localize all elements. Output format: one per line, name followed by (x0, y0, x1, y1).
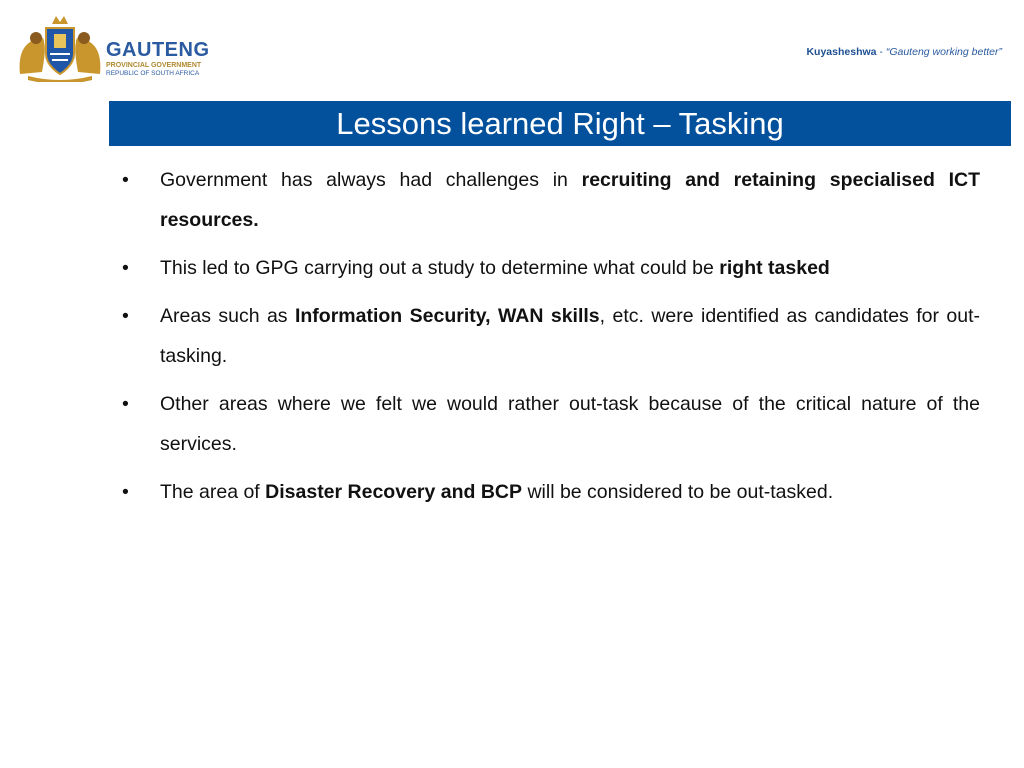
bullet-text: Areas such as (160, 305, 295, 327)
bullet-text: The area of (160, 481, 266, 503)
bullet-text: This led to GPG carrying out a study to determine what could be (160, 257, 720, 279)
logo-country: REPUBLIC OF SOUTH AFRICA (106, 70, 200, 77)
tagline (806, 46, 1002, 58)
tagline-quote: “Gauteng working better” (885, 46, 1002, 58)
bullet-item (115, 384, 980, 464)
logo-title: GAUTENG (106, 39, 210, 61)
tagline-separator: - (876, 46, 886, 58)
bullet-text-tail: , etc. were identified as candidates for out-tasking. (160, 305, 980, 367)
bullet-bold-text: recruiting and retaining specialised ICT resources. (160, 169, 981, 231)
bullet-icon: • (122, 305, 129, 327)
coat-of-arms-icon (14, 14, 106, 82)
logo-text (106, 40, 210, 78)
slide-header (0, 0, 1024, 95)
bullet-text: Government has always had challenges in (160, 169, 582, 191)
bullet-text: Other areas where we felt we would rather out-task because of the critical nature of the services. (160, 393, 980, 455)
title-bar (109, 101, 1011, 146)
bullet-text-tail: will be considered to be out-tasked. (522, 481, 834, 503)
bullet-list (115, 160, 980, 520)
bullet-icon: • (122, 393, 129, 415)
bullet-item (115, 248, 980, 288)
bullet-item (115, 160, 980, 240)
bullet-bold-text: Disaster Recovery and BCP (265, 481, 523, 503)
slide-title: Lessons learned Right – Tasking (336, 106, 784, 141)
gauteng-logo (14, 14, 210, 82)
bullet-item (115, 296, 980, 376)
tagline-bold: Kuyasheshwa (806, 46, 877, 58)
bullet-bold-text: Information Security, WAN skills (294, 305, 600, 327)
bullet-item (115, 472, 980, 512)
bullet-icon: • (122, 481, 129, 503)
bullet-icon: • (122, 257, 129, 279)
bullet-bold-text: right tasked (719, 257, 830, 279)
logo-subtitle: PROVINCIAL GOVERNMENT (106, 62, 202, 69)
bullet-icon: • (122, 169, 129, 191)
